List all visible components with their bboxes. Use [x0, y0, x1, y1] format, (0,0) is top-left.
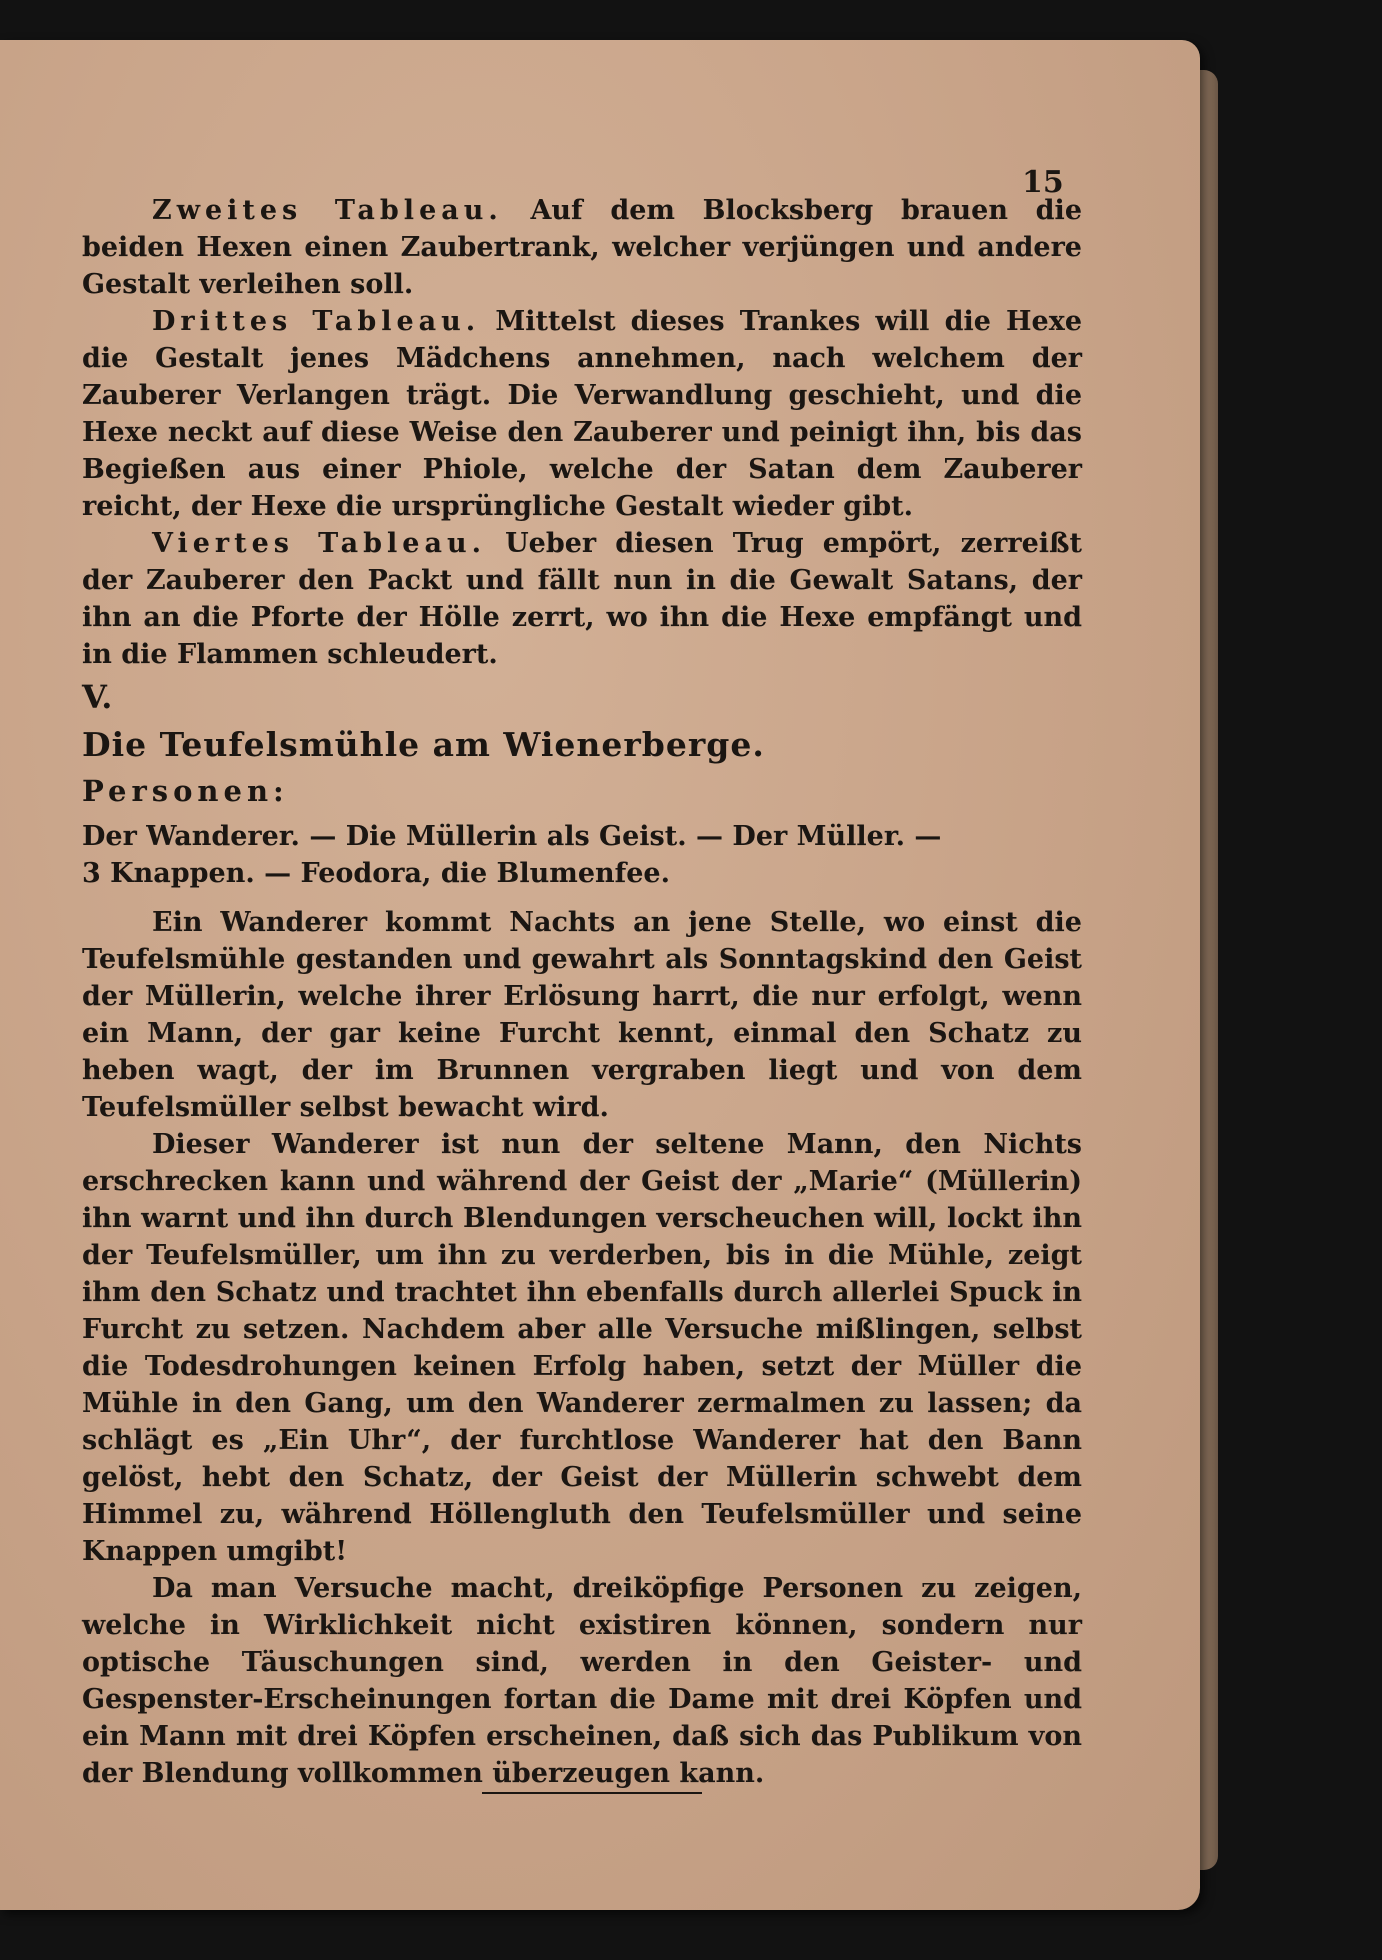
- paragraph-text: Mittelst dieses Trankes will die Hexe die Gestalt jenes Mädchens annehmen, nach welchem der Zauberer Verlangen trägt. Die Verwandlung geschieht, und die Hexe neckt auf diese Weise den Zauberer und peinigt ihn, bis das Begießen aus einer Phiole, welche der Satan dem Zauberer reicht, der Hexe die ursprüngliche Gestalt wieder gibt.: [82, 306, 1082, 522]
- cast-line-2: 3 Knappen. — Feodora, die Blumenfee.: [82, 858, 671, 889]
- tableau-label: Zweites Tableau.: [152, 195, 503, 226]
- book-page: [0, 40, 1200, 1910]
- section-number: V.: [82, 678, 113, 716]
- paragraph-text: Ueber diesen Trug empört, zerreißt der Zauberer den Packt und fällt nun in die Gewalt Satans, der ihn an die Pforte der Hölle zerrt, wo ihn die Hexe empfängt und in die Flammen schleudert.: [82, 528, 1082, 670]
- end-rule: [482, 1792, 702, 1794]
- paragraph-dreikoepfige: Da man Versuche macht, dreiköpfige Personen zu zeigen, welche in Wirklichkeit nicht existiren können, sondern nur optische Täuschungen sind, werden in den Geister- und Gespenster-Erscheinungen fortan die Dame mit drei Köpfen und ein Mann mit drei Köpfen erscheinen, daß sich das Publikum von der Blendung vollkommen überzeugen kann.: [82, 1573, 1082, 1789]
- tableau-label: Drittes Tableau.: [152, 306, 481, 337]
- paragraph-seltene-mann: Dieser Wanderer ist nun der seltene Mann, den Nichts erschrecken kann und während der Geist der „Marie“ (Müllerin) ihn warnt und ihn durch Blendungen verscheuchen will, lockt ihn der Teufelsmüller, um ihn zu verderben, bis in die Mühle, zeigt ihm den Schatz und trachtet ihn ebenfalls durch allerlei Spuck in Furcht zu setzen. Nachdem aber alle Versuche mißlingen, selbst die Todesdrohungen keinen Erfolg haben, setzt der Müller die Mühle in den Gang, um den Wanderer zermalmen zu lassen; da schlägt es „Ein Uhr“, der furchtlose Wanderer hat den Bann gelöst, hebt den Schatz, der Geist der Müllerin schwebt dem Himmel zu, während Höllengluth den Teufelsmüller und seine Knappen umgibt!: [82, 1129, 1082, 1567]
- tableau-label: Viertes Tableau.: [152, 528, 486, 559]
- cast-line-1: Der Wanderer. — Die Müllerin als Geist. — Der Müller. —: [82, 821, 942, 852]
- paragraph-wanderer: Ein Wanderer kommt Nachts an jene Stelle, wo einst die Teufelsmühle gestanden und gewahrt als Sonntagskind den Geist der Müllerin, welche ihrer Erlösung harrt, die nur erfolgt, wenn ein Mann, der gar keine Furcht kennt, einmal den Schatz zu heben wagt, der im Brunnen vergraben liegt und von dem Teufelsmüller selbst bewacht wird.: [82, 907, 1082, 1123]
- paragraph-drittes-tableau: [82, 303, 1082, 525]
- paragraph-zweites-tableau: [82, 192, 1082, 303]
- page-text: [82, 192, 1082, 1792]
- paragraph-text: Auf dem Blocksberg brauen die beiden Hexen einen Zaubertrank, welcher verjüngen und andere Gestalt verleihen soll.: [82, 195, 1082, 300]
- page-number: 15: [1022, 165, 1064, 200]
- paragraph-viertes-tableau: [82, 525, 1082, 673]
- personen-heading: Personen:: [82, 774, 289, 808]
- section-title: Die Teufelsmühle am Wienerberge.: [82, 725, 765, 764]
